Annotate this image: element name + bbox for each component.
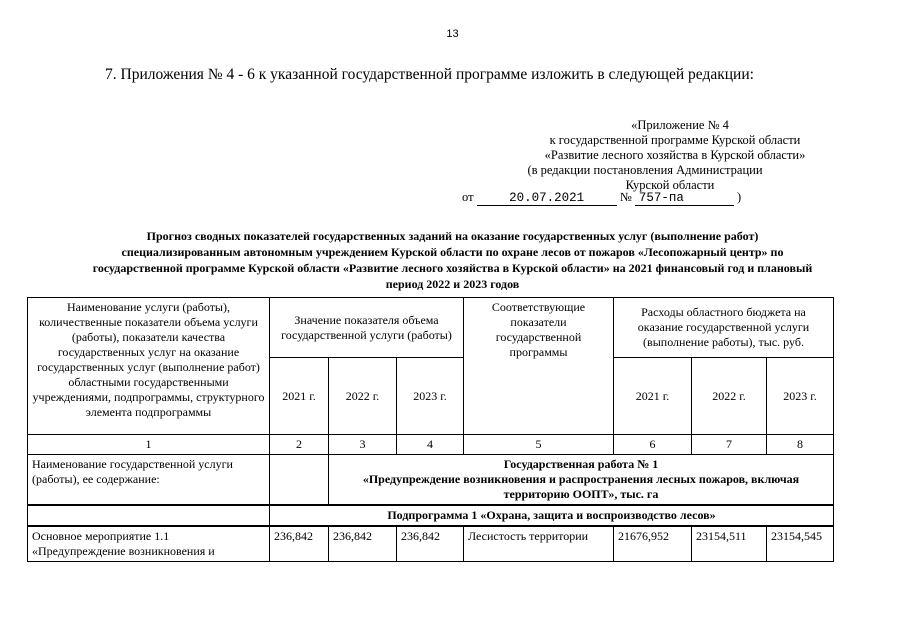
header-expenses-2021: 2021 г. (614, 358, 692, 435)
col-num-5: 5 (464, 435, 614, 455)
empty-cell (270, 455, 329, 506)
decree-number: 757-па (635, 192, 734, 206)
decree-date-line (462, 190, 741, 206)
appendix-line-5: Курской области (625, 178, 715, 192)
empty-cell (28, 505, 270, 526)
col-num-1: 1 (28, 435, 270, 455)
row-measure-name: Основное мероприятие 1.1 «Предупреждение возникновения и (28, 526, 270, 562)
intro-paragraph: 7. Приложения № 4 - 6 к указанной государственной программе изложить в следующей редакции: (105, 66, 754, 83)
header-expenses-group: Расходы областного бюджета на оказание государственной услуги (выполнение работы), тыс. руб. (614, 298, 834, 358)
service-label: Наименование государственной услуги (работы), ее содержание: (28, 455, 270, 506)
header-volume-2021: 2021 г. (270, 358, 329, 435)
forecast-table (27, 297, 834, 562)
appendix-line-3: «Развитие лесного хозяйства в Курской области» (544, 148, 806, 162)
row-volume-2022: 236,842 (329, 526, 397, 562)
work-text: «Предупреждение возникновения и распространения лесных пожаров, включая территорию ООПТ», тыс. га (362, 472, 800, 501)
row-volume-2021: 236,842 (270, 526, 329, 562)
header-volume-group: Значение показателя объема государственной услуги (работы) (270, 298, 464, 358)
document-heading: Прогноз сводных показателей государственных заданий на оказание государственных услуг (выполнение работ) специализированным автономным учреждением Курской области по охране лесов от пожаров «Лесопожарный центр» по государственной программе Курской области «Развитие лесного хозяйства в Курской области» на 2021 финансовый год и плановый период 2022 и 2023 годов (92, 229, 813, 291)
header-expenses-2023: 2023 г. (767, 358, 834, 435)
appendix-line-1: «Приложение № 4 (631, 118, 729, 132)
from-label: от (462, 190, 474, 204)
page-number: 13 (446, 28, 459, 40)
row-expenses-2021: 21676,952 (614, 526, 692, 562)
subprogram-title: Подпрограмма 1 «Охрана, защита и воспроизводство лесов» (270, 505, 834, 526)
number-label: № (619, 190, 632, 204)
header-expenses-2022: 2022 г. (692, 358, 767, 435)
work-title: Государственная работа № 1 (503, 457, 659, 471)
col-num-3: 3 (329, 435, 397, 455)
col-num-8: 8 (767, 435, 834, 455)
close-paren: ) (737, 190, 742, 204)
col-num-2: 2 (270, 435, 329, 455)
header-volume-2022: 2022 г. (329, 358, 397, 435)
header-program-indicators: Соответствующие показатели государственной программы (464, 298, 614, 435)
row-volume-2023: 236,842 (397, 526, 464, 562)
work-description (329, 455, 834, 506)
row-expenses-2023: 23154,545 (767, 526, 834, 562)
col-num-7: 7 (692, 435, 767, 455)
col-num-6: 6 (614, 435, 692, 455)
col-num-4: 4 (397, 435, 464, 455)
decree-date: 20.07.2021 (477, 192, 617, 206)
appendix-header (470, 118, 840, 193)
header-service-name: Наименование услуги (работы), количественные показатели объема услуги (работы), показатели качества государственных услуг на оказание государственных услуг (выполнение работ) областными государственными учреждениями, подпрограммы, структурного элемента подпрограммы (28, 298, 270, 435)
appendix-line-2: к государственной программе Курской области (549, 133, 801, 147)
row-indicator: Лесистость территории (464, 526, 614, 562)
header-volume-2023: 2023 г. (397, 358, 464, 435)
appendix-line-4: (в редакции постановления Администрации (527, 163, 763, 177)
row-expenses-2022: 23154,511 (692, 526, 767, 562)
